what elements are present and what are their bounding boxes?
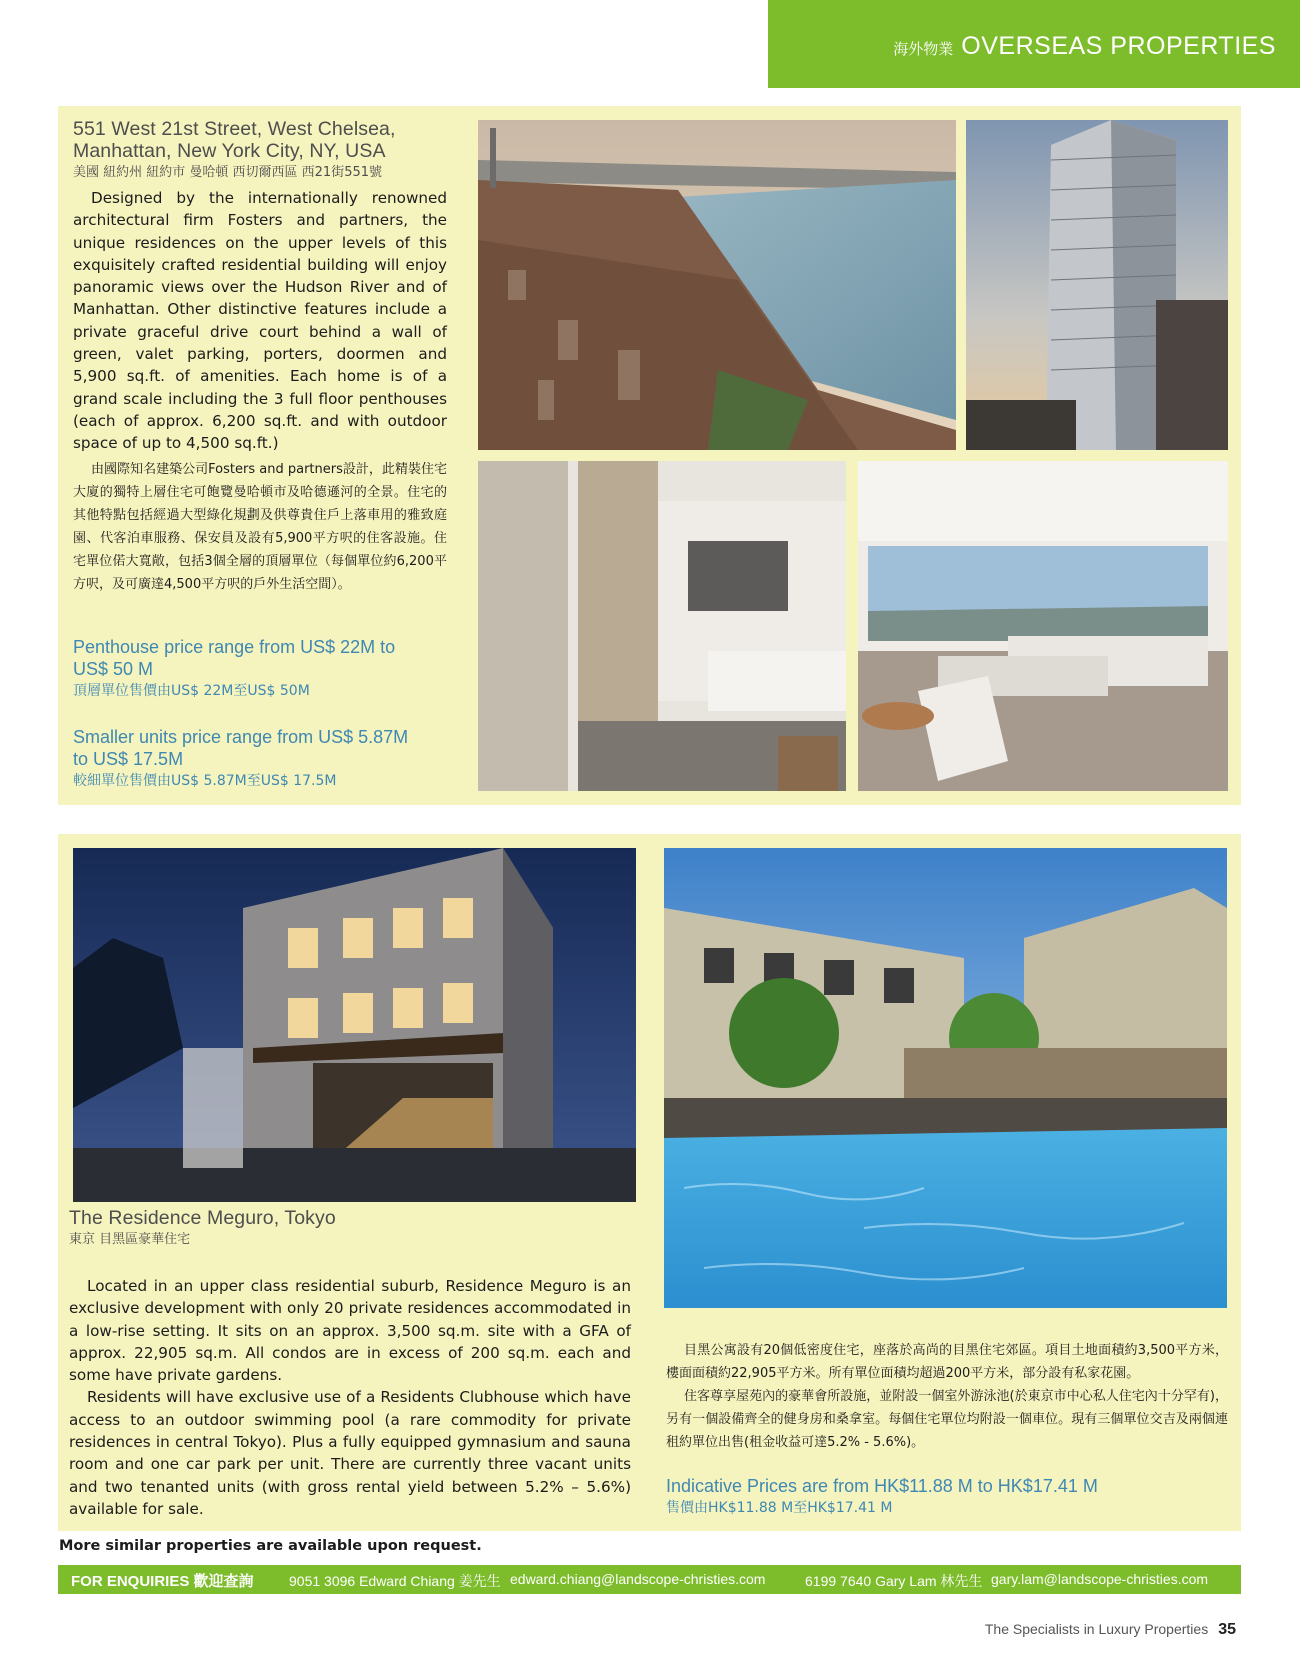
property2-price	[666, 1475, 1228, 1518]
section-title	[893, 32, 1276, 61]
property2-desc-zh-p1: 目黑公寓設有20個低密度住宅，座落於高尚的目黑住宅郊區。項目土地面積約3,500平方米，樓面面積約22,905平方米。所有單位面積均超過200平方米，部分設有私家花園。	[666, 1343, 1228, 1381]
property1-price-penthouse	[73, 636, 447, 701]
page-number: 35	[1218, 1621, 1236, 1638]
enquiries-label: FOR ENQUIRIES 歡迎查詢	[71, 1573, 254, 1590]
property-panel-tokyo	[58, 834, 1241, 1531]
enquiries-bar	[58, 1565, 1241, 1594]
property2-description-zh	[666, 1339, 1228, 1454]
price1-en-line2: US$ 50 M	[73, 659, 154, 679]
bedroom-interior-photo	[478, 461, 846, 791]
price2-zh: 較細單位售價由US$ 5.87M至US$ 17.5M	[73, 773, 337, 789]
property1-title-line2: Manhattan, New York City, NY, USA	[73, 140, 386, 162]
footer-tagline: The Specialists in Luxury Properties	[984, 1621, 1209, 1637]
price1-zh: 頂層單位售價由US$ 22M至US$ 50M	[73, 683, 310, 699]
property-panel-new-york	[58, 106, 1241, 805]
section-title-en: OVERSEAS PROPERTIES	[961, 32, 1276, 60]
property1-price-smaller	[73, 726, 447, 791]
property2-price-zh: 售價由HK$11.88 M至HK$17.41 M	[666, 1500, 893, 1516]
property1-description-en	[73, 187, 447, 455]
property2-heading	[69, 1207, 629, 1249]
property2-price-en: Indicative Prices are from HK$11.88 M to HK$17.41 M	[666, 1476, 1098, 1496]
property2-description-en	[69, 1275, 631, 1520]
price2-en-line1: Smaller units price range from US$ 5.87M	[73, 727, 409, 747]
tower-rendering-photo	[966, 120, 1228, 450]
section-header-band	[768, 0, 1300, 88]
property1-desc-en-text: Designed by the internationally renowned architectural firm Fosters and partners, the unique residences on the upper levels of this exquisitely crafted residential building will enjoy panoramic views over the Hudson River and of Manhattan. Other distinctive features include a private graceful drive court behind a wall of green, valet parking, porters, doormen and 5,900 sq.ft. of amenities. Each home is of a grand scale including the 3 full floor penthouses (each of approx. 6,200 sq.ft. and with outdoor space of up to 4,500 sq.ft.)	[73, 189, 447, 453]
contact1-email-link[interactable]: edward.chiang@landscope-christies.com	[510, 1571, 766, 1587]
aerial-manhattan-photo	[478, 120, 956, 450]
contact2-phone-name: 6199 7640 Gary Lam 林先生	[805, 1573, 983, 1589]
property1-desc-zh-text: 由國際知名建築公司Fosters and partners設計，此精裝住宅大廈的獨特上層住宅可飽覽曼哈頓市及哈德遜河的全景。住宅的其他特點包括經過大型綠化規劃及供尊貴住戶上落車用的雅致庭園、代客泊車服務、保安員及設有5,900平方呎的住客設施。住宅單位偌大寬敞，包括3個全層的頂層單位（每個單位約6,200平方呎，及可廣達4,500平方呎的戶外生活空間）。	[73, 462, 447, 592]
section-title-zh: 海外物業	[893, 40, 954, 58]
contact1-phone-name: 9051 3096 Edward Chiang 姜先生	[289, 1573, 501, 1589]
more-properties-note: More similar properties are available upon request.	[59, 1538, 482, 1554]
property2-title-en: The Residence Meguro, Tokyo	[69, 1207, 336, 1229]
page-footer	[985, 1621, 1236, 1639]
property1-title-line1: 551 West 21st Street, West Chelsea,	[73, 118, 396, 140]
property1-heading	[73, 118, 443, 182]
meguro-swimming-pool-photo	[664, 848, 1227, 1308]
property2-title-zh: 東京 目黑區豪華住宅	[69, 1232, 191, 1247]
living-room-interior-photo	[858, 461, 1228, 791]
property2-desc-en-p1: Located in an upper class residential suburb, Residence Meguro is an exclusive development with only 20 private residences accommodated in a low-rise setting. It sits on an approx. 3,500 sq.m. site with a GFA of approx. 22,905 sq.m. All condos are in excess of 200 sq.m. each and some have private gardens.	[69, 1277, 631, 1385]
property1-title-zh: 美國 紐約州 紐約市 曼哈頓 西切爾西區 西21街551號	[73, 165, 383, 180]
contact2-email-link[interactable]: gary.lam@landscope-christies.com	[991, 1571, 1209, 1587]
price1-en-line1: Penthouse price range from US$ 22M to	[73, 637, 396, 657]
meguro-exterior-photo	[73, 848, 636, 1202]
price2-en-line2: to US$ 17.5M	[73, 749, 184, 769]
property1-description-zh	[73, 458, 447, 596]
property2-desc-zh-p2: 住客尊享屋苑內的豪華會所設施，並附設一個室外游泳池(於東京市中心私人住宅內十分罕有)，另有一個設備齊全的健身房和桑拿室。每個住宅單位均附設一個車位。現有三個單位交吉及兩個連租約單位出售(租金收益可達5.2% - 5.6%)。	[666, 1389, 1228, 1450]
property2-desc-en-p2: Residents will have exclusive use of a Residents Clubhouse which have access to an outdoor swimming pool (a rare commodity for private residences in central Tokyo). Plus a fully equipped gymnasium and sauna room and one car park per unit. There are currently three vacant units and two tenanted units (with gross rental yield between 5.2% – 5.6%) available for sale.	[69, 1388, 631, 1518]
